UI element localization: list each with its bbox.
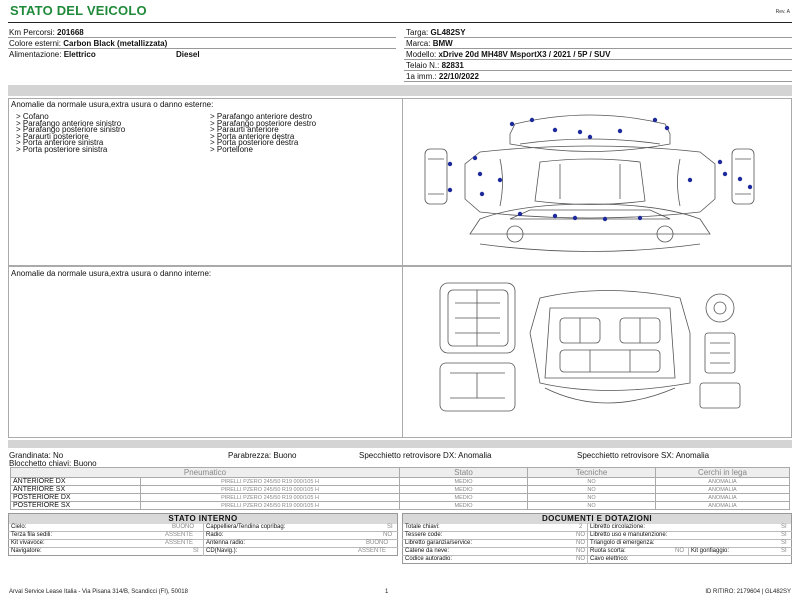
tyres-header-pneumatico: Pneumatico	[11, 468, 400, 478]
external-damage-list-right: > Parafango anteriore destro > Parafango posteriore destro > Paraurti anteriore > Porta anteriore destra > Porta posteriore destra > Portellone	[210, 112, 317, 154]
separator-band	[8, 85, 792, 96]
km-row: Km Percorsi: 201668	[9, 28, 84, 37]
revision-label: Rev. A	[775, 9, 790, 15]
kv-libretto-garanzia: Libretto garanzia/service:	[405, 540, 473, 546]
footer-id-ritiro: ID RITIRO: 2179604 | GL482SY	[705, 589, 791, 595]
documenti-title: DOCUMENTI E DOTAZIONI	[403, 514, 791, 524]
kv-totale-chiavi: Totale chiavi:	[405, 524, 440, 530]
page-title: STATO DEL VEICOLO	[10, 3, 147, 18]
modello-row: Modello: xDrive 20d MH48V MsportX3 / 2021 / 5P / SUV	[406, 50, 611, 59]
tyres-table	[10, 467, 790, 510]
external-damage-title: Anomalie da normale usura,extra usura o danno esterne:	[11, 100, 214, 109]
kv-tessere-code: Tessere code:	[405, 532, 443, 538]
colore-row: Colore esterni: Carbon Black (metallizzata)	[9, 39, 168, 48]
kv-kit-gonfiaggio: Kit gonfiaggio:	[691, 548, 730, 554]
specchietto-dx-status: Specchietto retrovisore DX: Anomalia	[359, 451, 492, 460]
internal-car-diagram	[430, 278, 780, 434]
kv-libretto-uso: Libretto uso e manutenzione:	[590, 532, 668, 538]
alimentazione-row: Alimentazione: Elettrico	[9, 50, 96, 59]
kv-kit-vivavoce: Kit vivavoce:	[11, 540, 45, 546]
kv-cavo-elettrico: Cavo elettrico:	[590, 556, 629, 562]
footer-company: Arval Service Lease Italia - Via Pisana 314/B, Scandicci (FI), 50018	[9, 589, 188, 595]
kv-antenna-radio: Antenna radio:	[206, 540, 246, 546]
stato-interno-title: STATO INTERNO	[9, 514, 397, 524]
tyres-header-cerchi: Cerchi in lega	[656, 468, 790, 478]
kv-codice-autoradio: Codice autoradio:	[405, 556, 453, 562]
kv-radio: Radio:	[206, 532, 224, 538]
table-row: POSTERIORE DX PIRELLI PZERO 245/50 R19 000/105 H MEDIO NO ANOMALIA	[11, 494, 790, 502]
telaio-row: Telaio N.: 82831	[406, 61, 464, 70]
kv-ruota-scorta: Ruota scorta:	[590, 548, 626, 554]
prima-immatricolazione-row: 1a imm.: 22/10/2022	[406, 72, 479, 81]
kv-triangolo: Triangolo di emergenza:	[590, 540, 655, 546]
kv-cd-navig: CD(Navig.):	[206, 548, 238, 554]
marca-row: Marca: BMW	[406, 39, 453, 48]
parabrezza-status: Parabrezza: Buono	[228, 451, 297, 460]
kv-libretto-circolazione: Libretto circolazione:	[590, 524, 646, 530]
specchietto-sx-status: Specchietto retrovisore SX: Anomalia	[577, 451, 710, 460]
separator-band-2	[8, 440, 792, 448]
kv-navigatore: Navigatore:	[11, 548, 42, 554]
table-row: ANTERIORE DX PIRELLI PZERO 245/50 R19 000/105 H MEDIO NO ANOMALIA	[11, 478, 790, 486]
footer-page-number: 1	[385, 589, 389, 595]
kv-cappelliera: Cappelliera/Tendina copribag:	[206, 524, 286, 530]
external-damage-list-left: > Cofano > Parafango anteriore sinistro > Parafango posteriore sinistro > Paraurti posteriore > Porta anteriore sinistra > Porta posteriore sinistra	[16, 112, 126, 154]
blocchetto-status: Blocchetto chiavi: Buono	[9, 459, 97, 468]
kv-catene-neve: Catene da neve:	[405, 548, 450, 554]
tyres-header-stato: Stato	[400, 468, 528, 478]
title-divider	[8, 22, 792, 23]
grandinata-status: Grandinata: No	[9, 451, 64, 460]
alimentazione-extra: Diesel	[176, 50, 200, 59]
kv-terza-fila: Terza fila sedili:	[11, 532, 53, 538]
internal-damage-title: Anomalie da normale usura,extra usura o danno interne:	[11, 269, 212, 278]
kv-cielo: Cielo:	[11, 524, 27, 530]
tyres-header-tecniche: Tecniche	[528, 468, 656, 478]
table-row: POSTERIORE SX PIRELLI PZERO 245/50 R19 000/105 H MEDIO NO ANOMALIA	[11, 502, 790, 510]
targa-row: Targa: GL482SY	[406, 28, 466, 37]
table-row: ANTERIORE SX PIRELLI PZERO 245/50 R19 000/105 H MEDIO NO ANOMALIA	[11, 486, 790, 494]
external-car-diagram	[420, 104, 760, 264]
